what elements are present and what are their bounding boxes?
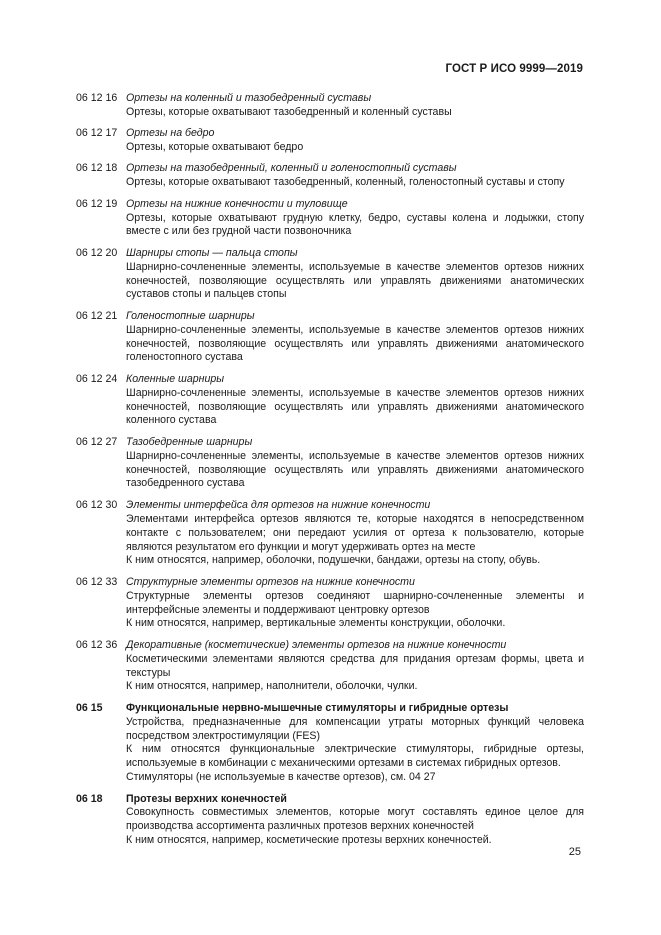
- classification-entry: [76, 639, 584, 695]
- entry-code: 06 12 33: [76, 575, 118, 588]
- entry-code: 06 12 16: [76, 92, 118, 104]
- entry-body: [126, 247, 584, 303]
- entry-title: Ортезы на тазобедренный, коленный и голеностопный суставы: [126, 162, 457, 175]
- entry-description: [126, 450, 584, 492]
- description-paragraph: Устройства, предназначенные для компенсации утраты моторных функций человека посредством электростимуляции (FES): [126, 715, 584, 742]
- entry-code: 06 15: [76, 701, 103, 714]
- entry-description: [126, 716, 584, 786]
- description-paragraph: Стимуляторы (не используемые в качестве ортезов), см. 04 27: [126, 771, 436, 784]
- entry-title: Элементы интерфейса для ортезов на нижние конечности: [126, 498, 431, 511]
- description-paragraph: К ним относятся, например, вертикальные элементы конструкции, оболочки.: [126, 617, 506, 630]
- entry-body: [126, 702, 584, 785]
- entry-code: 06 12 19: [76, 197, 118, 210]
- entry-code: 06 12 30: [76, 498, 118, 511]
- classification-entry: [76, 162, 584, 190]
- entry-code: 06 12 20: [76, 246, 118, 259]
- entry-description: [126, 324, 584, 366]
- classification-entry: [76, 702, 584, 785]
- entry-title: Ортезы на коленный и тазобедренный суставы: [126, 92, 372, 104]
- classification-entry: [76, 436, 584, 492]
- entry-title: Ортезы на бедро: [126, 127, 215, 140]
- entry-body: [126, 373, 584, 429]
- entry-body: [126, 436, 584, 492]
- description-paragraph: Косметическими элементами являются средства для придания ортезам формы, цвета и текстуры: [126, 652, 584, 679]
- classification-entry: [76, 576, 584, 632]
- entry-title: Ортезы на нижние конечности и туловище: [126, 197, 348, 210]
- classification-entry: [76, 793, 584, 849]
- entry-code: 06 12 27: [76, 435, 118, 448]
- entry-title: Декоративные (косметические) элементы ортезов на нижние конечности: [126, 638, 507, 651]
- entry-title: Функциональные нервно-мышечные стимуляторы и гибридные ортезы: [126, 701, 509, 714]
- entry-body: [126, 310, 584, 366]
- classification-entry: [76, 198, 584, 240]
- description-paragraph: Ортезы, которые охватывают тазобедренный, коленный, голеностопный суставы и стопу: [126, 176, 565, 189]
- entry-body: [126, 639, 584, 695]
- entry-body: [126, 793, 584, 849]
- entry-code: 06 12 21: [76, 309, 118, 322]
- entry-body: [126, 162, 584, 190]
- classification-entry: [76, 92, 584, 120]
- description-paragraph: Ортезы, которые охватывают бедро: [126, 141, 304, 154]
- description-paragraph: Шарнирно-сочлененные элементы, используемые в качестве элементов ортезов нижних конечностей, позволяющие осуществлять или управлять движениями анатомического коленного сустава: [126, 386, 584, 427]
- description-paragraph: К ним относятся функциональные электрические стимуляторы, гибридные ортезы, используемые в комбинации с механическими ортезами в системах гибридных ортезов.: [126, 743, 584, 770]
- entry-title: Голеностопные шарниры: [126, 309, 255, 322]
- entry-code: 06 12 18: [76, 162, 118, 175]
- page-number: 25: [568, 846, 581, 858]
- entry-title: Тазобедренные шарниры: [126, 435, 253, 448]
- entry-description: [126, 590, 584, 632]
- entry-code: 06 18: [76, 792, 103, 805]
- entry-description: [126, 513, 584, 569]
- description-paragraph: Совокупность совместимых элементов, которые могут составлять единое целое для производства ассортимента различных протезов верхних конечностей: [126, 806, 584, 833]
- description-paragraph: Шарнирно-сочлененные элементы, используемые в качестве элементов ортезов нижних конечностей, позволяющие осуществлять или управлять движениями анатомического тазобедренного сустава: [126, 449, 584, 490]
- entry-code: 06 12 17: [76, 127, 118, 140]
- entry-description: [126, 387, 584, 429]
- description-paragraph: К ним относятся, например, косметические протезы верхних конечностей.: [126, 834, 492, 847]
- description-paragraph: Ортезы, которые охватывают тазобедренный и коленный суставы: [126, 105, 452, 118]
- entry-body: [126, 499, 584, 569]
- document-header: ГОСТ Р ИСО 9999—2019: [445, 63, 583, 75]
- entry-description: [126, 806, 584, 848]
- description-paragraph: Шарнирно-сочлененные элементы, используемые в качестве элементов ортезов нижних конечностей, позволяющие осуществлять или управлять движениями анатомических суставов стопы и пальцев стопы: [126, 260, 584, 301]
- entry-code: 06 12 36: [76, 638, 118, 651]
- entry-title: Протезы верхних конечностей: [126, 792, 287, 805]
- classification-entry: [76, 247, 584, 303]
- description-paragraph: Ортезы, которые охватывают грудную клетку, бедро, суставы колена и лодыжки, стопу вместе с или без грудной части позвоночника: [126, 211, 584, 238]
- entry-body: [126, 92, 584, 120]
- description-paragraph: Элементами интерфейса ортезов являются те, которые находятся в непосредственном контакте с пользователем; они передают усилия от ортеза к пользователю, которые являются результатом его функции и могут удерживать ортез на месте: [126, 512, 584, 553]
- entry-title: Структурные элементы ортезов на нижние конечности: [126, 575, 415, 588]
- entry-body: [126, 576, 584, 632]
- entry-description: [126, 176, 584, 190]
- classification-entry: [76, 310, 584, 366]
- entry-description: [126, 653, 584, 695]
- entry-code: 06 12 24: [76, 372, 118, 385]
- classification-entry: [76, 373, 584, 429]
- description-paragraph: К ним относятся, например, наполнители, оболочки, чулки.: [126, 680, 418, 693]
- entry-title: Шарниры стопы — пальца стопы: [126, 246, 298, 259]
- entry-description: [126, 212, 584, 240]
- entry-title: Коленные шарниры: [126, 372, 225, 385]
- description-paragraph: Структурные элементы ортезов соединяют шарнирно-сочлененные элементы и интерфейсные элементы и поддерживают центровку ортезов: [126, 589, 584, 616]
- description-paragraph: К ним относятся, например, оболочки, подушечки, бандажи, ортезы на стопу, обувь.: [126, 554, 541, 567]
- description-paragraph: Шарнирно-сочлененные элементы, используемые в качестве элементов ортезов нижних конечностей, позволяющие осуществлять или управлять движениями анатомического голеностопного сустава: [126, 323, 584, 364]
- entry-body: [126, 127, 584, 155]
- entry-body: [126, 198, 584, 240]
- entry-description: [126, 106, 584, 120]
- entry-description: [126, 261, 584, 303]
- classification-entry: [76, 127, 584, 155]
- classification-entry: [76, 499, 584, 569]
- entry-description: [126, 141, 584, 155]
- classification-list: [76, 92, 584, 856]
